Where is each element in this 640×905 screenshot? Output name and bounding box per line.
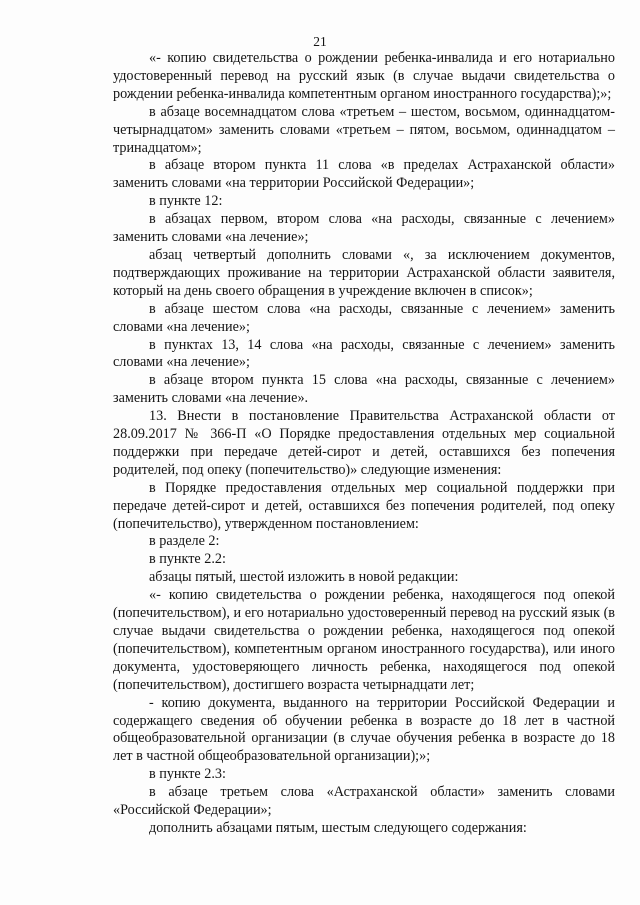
paragraph: «- копию свидетельства о рождении ребенка-инвалида и его нотариально удостоверенный перевод на русский язык (в случае выдачи свидетельства о рождении ребенка-инвалида компетентным органом иностранного государства);»; — [113, 50, 615, 102]
paragraph: в пункте 2.2: — [149, 551, 226, 568]
paragraph: «- копию свидетельства о рождении ребенка, находящегося под опекой (попечительством), и его нотариально удостоверенный перевод на русский язык (в случае выдачи свидетельства о рождении ребенка, находящегося под опекой (попечительством), компетентным органом иностранного государства), или иного документа, удостоверяющего личность ребенка, находящегося под опекой (попечительством), достигшего возраста четырнадцати лет; — [113, 587, 615, 693]
paragraph: в пункте 2.3: — [149, 766, 226, 783]
paragraph: в пункте 12: — [149, 193, 223, 210]
document-body — [113, 50, 615, 838]
paragraph: абзац четвертый дополнить словами «, за исключением документов, подтверждающих проживание на территории Астраханской области заявителя, который на день своего обращения в учреждение включен в список»; — [113, 246, 615, 299]
paragraph: в абзацах первом, втором слова «на расходы, связанные с лечением» заменить словами «на лечение»; — [113, 211, 615, 246]
paragraph: в абзаце третьем слова «Астраханской области» заменить словами «Российской Федерации»; — [113, 784, 615, 819]
page-number: 21 — [313, 34, 327, 49]
paragraph: в пунктах 13, 14 слова «на расходы, связанные с лечением» заменить словами «на лечение»; — [113, 336, 615, 371]
paragraph: в разделе 2: — [149, 533, 220, 550]
paragraph: в абзаце шестом слова «на расходы, связанные с лечением» заменить словами «на лечение»; — [113, 300, 615, 335]
paragraph: в абзаце восемнадцатом слова «третьем – шестом, восьмом, одиннадцатом-четырнадцатом» заменить словами «третьем – пятом, восьмом, одиннадцатом – тринадцатом»; — [113, 103, 615, 156]
paragraph: 13. Внести в постановление Правительства Астраханской области от 28.09.2017 № 366-П «О Порядке предоставления отдельных мер социальной поддержки при передаче детей-сирот и детей, оставшихся без попечения родителей, под опеку (попечительство)» следующие изменения: — [113, 408, 615, 478]
paragraph: в абзаце втором пункта 11 слова «в пределах Астраханской области» заменить словами «на территории Российской Федерации»; — [113, 157, 615, 192]
paragraph: в абзаце втором пункта 15 слова «на расходы, связанные с лечением» заменить словами «на лечение». — [113, 372, 615, 407]
paragraph: дополнить абзацами пятым, шестым следующего содержания: — [149, 819, 527, 836]
paragraph: в Порядке предоставления отдельных мер социальной поддержки при передаче детей-сирот и детей, оставшихся без попечения родителей, под опеку (попечительство), утвержденном постановлением: — [113, 479, 615, 532]
paragraph: абзацы пятый, шестой изложить в новой редакции: — [149, 569, 459, 586]
paragraph: - копию документа, выданного на территории Российской Федерации и содержащего сведения об обучении ребенка в возрасте до 18 лет в частной общеобразовательной организации (в случае обучения ребенка в возрасте до 18 лет в частной общеобразовательной организации);»; — [113, 694, 615, 765]
